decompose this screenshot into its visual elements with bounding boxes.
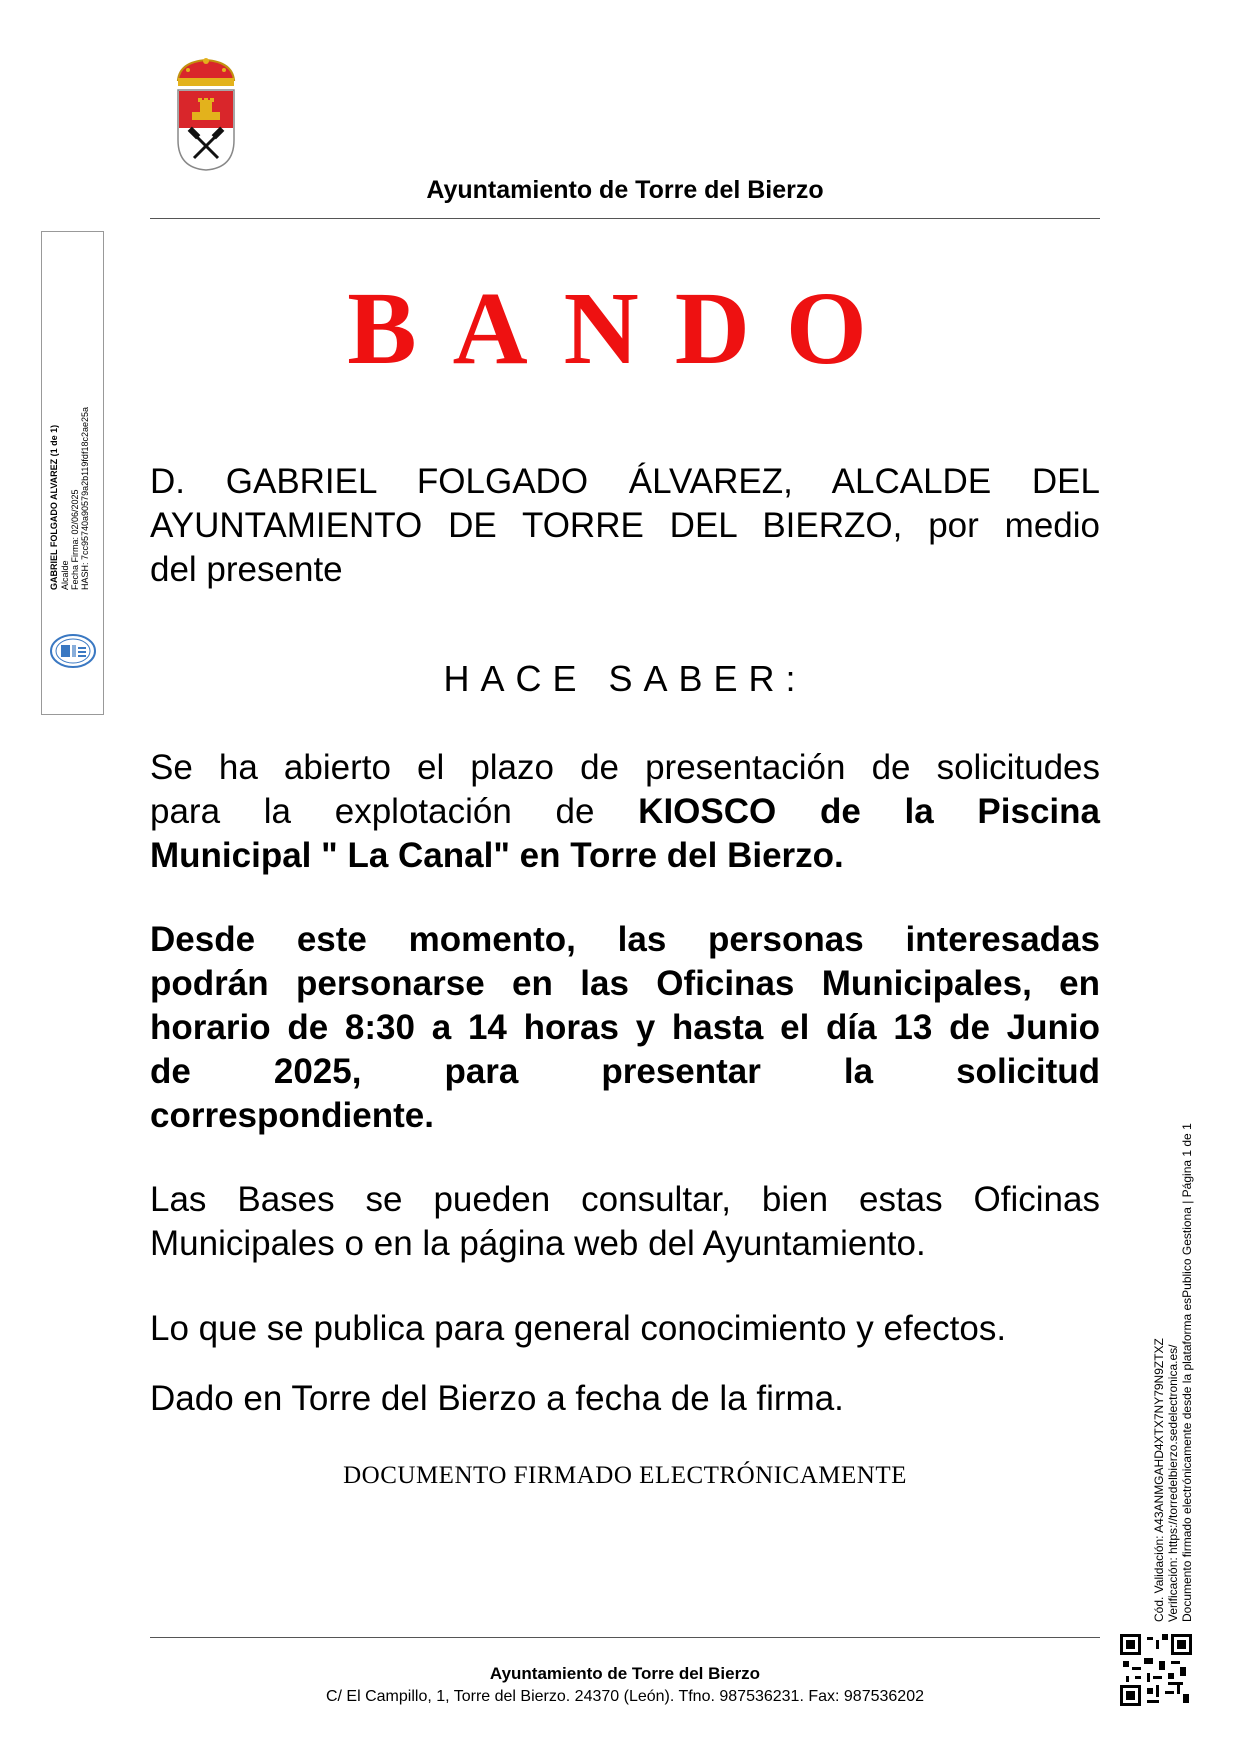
intro-line-1: D. GABRIEL FOLGADO ÁLVAREZ, ALCALDE DEL [150, 462, 1100, 501]
signature-role: Alcalde [60, 560, 70, 590]
header-title: Ayuntamiento de Torre del Bierzo [426, 176, 824, 204]
qr-code-icon[interactable] [1120, 1634, 1192, 1706]
header-divider [150, 218, 1100, 219]
verification-platform: Documento firmado electrónicamente desde la plataforma esPublico Gestiona | Página 1 de 1 [1180, 1123, 1194, 1622]
coat-of-arms-logo [172, 58, 240, 174]
intro-paragraph [150, 460, 1100, 592]
intro-line-3: del presente [150, 550, 343, 589]
paragraph-bases [150, 1178, 1100, 1266]
paragraph-publica: Lo que se publica para general conocimiento y efectos. [150, 1309, 1007, 1348]
paragraph-plazo [150, 746, 1100, 878]
signature-seal-icon [49, 632, 97, 670]
plazo-line-2 [150, 790, 1100, 834]
kiosco-highlight: KIOSCO de la Piscina [638, 792, 1101, 831]
bases-line-2: Municipales o en la página web del Ayuntamiento. [150, 1224, 926, 1263]
document-title: BANDO [347, 271, 903, 386]
paragraph-dado: Dado en Torre del Bierzo a fecha de la firma. [150, 1379, 844, 1418]
footer-address: C/ El Campillo, 1, Torre del Bierzo. 24370 (León). Tfno. 987536231. Fax: 987536202 [325, 1688, 924, 1705]
horario-line-2: podrán personarse en las Oficinas Municipales, en [150, 964, 1100, 1003]
bases-line-1: Las Bases se pueden consultar, bien estas Oficinas [150, 1180, 1100, 1219]
horario-line-3: horario de 8:30 a 14 horas y hasta el día 13 de Junio [150, 1008, 1100, 1047]
plazo-line-1: Se ha abierto el plazo de presentación de solicitudes [150, 748, 1100, 787]
plazo-line-2-normal: para la explotación de [150, 792, 639, 831]
horario-line-5: correspondiente. [150, 1096, 434, 1135]
horario-line-1: Desde este momento, las personas interesadas [150, 920, 1100, 959]
intro-line-2: AYUNTAMIENTO DE TORRE DEL BIERZO, por medio [150, 506, 1100, 545]
signed-notice: DOCUMENTO FIRMADO ELECTRÓNICAMENTE [343, 1462, 907, 1489]
footer-name: Ayuntamiento de Torre del Bierzo [489, 1664, 761, 1683]
paragraph-horario [150, 918, 1100, 1138]
footer-divider [150, 1637, 1100, 1638]
signature-hash: HASH: 7cc95740a90579a2b119fdf18c2ae25a [80, 407, 90, 590]
signature-date: Fecha Firma: 02/06/2025 [70, 489, 80, 590]
verification-code: Cód. Validación: A43ANMGAHD4XTX7NY79N9ZTXZ [1152, 1338, 1166, 1622]
horario-line-4: de 2025, para presentar la solicitud [150, 1052, 1100, 1091]
signature-signer: GABRIEL FOLGADO ALVAREZ (1 de 1) [49, 424, 59, 590]
verification-url[interactable]: Verificación: https://torredelbierzo.sedelectronica.es/ [1166, 1344, 1180, 1622]
plazo-line-3: Municipal " La Canal" en Torre del Bierzo. [150, 836, 844, 875]
hace-saber-heading: HACE SABER: [443, 658, 807, 699]
